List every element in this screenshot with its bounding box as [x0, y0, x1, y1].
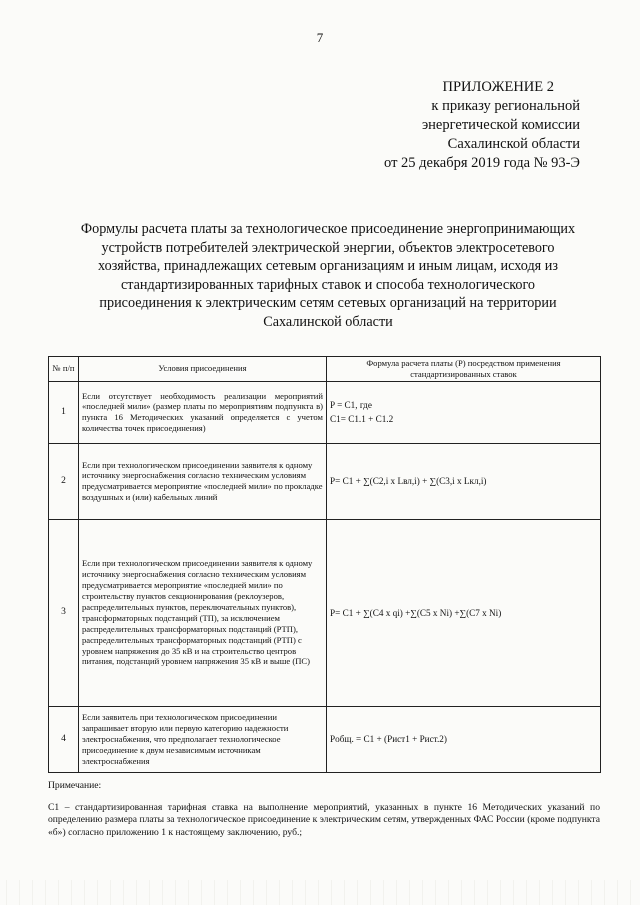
title-line: хозяйства, принадлежащих сетевым организациям и иным лицам, исходя из [98, 258, 558, 275]
formula-line: C1= C1.1 + C1.2 [330, 414, 394, 425]
title-line: устройств потребителей электрической энергии, объектов электросетевого [101, 239, 555, 256]
title-line: присоединения к электрическим сетям сетевых организаций на территории [99, 295, 557, 312]
row-num: 4 [49, 706, 79, 772]
table-row [49, 381, 601, 443]
appendix-block [320, 78, 580, 173]
notes-heading: Примечание: [48, 780, 102, 791]
table-header-row [49, 357, 601, 382]
appendix-title: ПРИЛОЖЕНИЕ 2 [442, 79, 554, 95]
appendix-date-line: от 25 декабря 2019 года № 93-Э [384, 155, 580, 171]
row-condition: Если отсутствует необходимость реализации мероприятий «последней мили» (размер платы по мероприятиям подпункта в) пункта 16 Методических указаний определяется с учетом количества точек присоединения) [79, 381, 327, 443]
row-formula [327, 519, 601, 706]
row-num: 3 [49, 519, 79, 706]
document-title [60, 220, 596, 332]
title-line: стандартизированных тарифных ставок и способа технологического [120, 276, 536, 293]
formula-line: P= C1 + ∑(C4 x qi) +∑(C5 x Ni) +∑(C7 x Ni) [330, 607, 502, 618]
table-row [49, 519, 601, 706]
title-line: Формулы расчета платы за технологическое присоединение энергопринимающих [80, 221, 576, 237]
appendix-line: к приказу региональной [431, 98, 580, 114]
row-num: 1 [49, 381, 79, 443]
row-condition: Если при технологическом присоединении заявителя к одному источнику энергоснабжения согласно техническим условиям предусматривается мероприятие «последней мили» по строительству пунктов секционирования (реклоузеров, распределительных пунктов, переключательных пунктов), трансформаторных подстанций (ТП), за исключением распределительных трансформаторных подстанций (РТП), распределительных трансформаторных подстанций (РТП) с уровнем напряжения до 35 кВ и на строительство центров питания, подстанций уровнем напряжения 35 кВ и выше (ПС) [79, 519, 327, 706]
header-condition: Условия присоединения [79, 357, 327, 382]
row-condition: Если заявитель при технологическом присоединении запрашивает вторую или первую категорию надежности электроснабжения, что предполагает технологическое присоединение к двум независимым источникам электроснабжения [79, 706, 327, 772]
row-num: 2 [49, 443, 79, 519]
page-number: 7 [316, 30, 324, 45]
notes-section [48, 780, 600, 839]
appendix-line: Сахалинской области [447, 136, 580, 152]
formula-line: P = C1, где [330, 400, 372, 411]
formula-table [48, 356, 601, 773]
formula-line: P= C1 + ∑(C2,i x Lвл,i) + ∑(C3,i x Lкл,i) [330, 476, 487, 487]
header-num: № п/п [49, 357, 79, 382]
header-formula: Формула расчета платы (P) посредством применения стандартизированных ставок [327, 357, 601, 382]
scan-noise-strip [0, 880, 640, 905]
notes-c1-definition: C1 – стандартизированная тарифная ставка на выполнение мероприятий, указанных в пункте 16 Методических указаний по определению размера платы за технологическое присоединение к электрическим сетям, утвержденных ФАС России (кроме подпункта «б») согласно приложению 1 к настоящему заключению, руб.; [48, 802, 600, 838]
row-formula [327, 381, 601, 443]
row-formula [327, 706, 601, 772]
table-row [49, 443, 601, 519]
row-condition: Если при технологическом присоединении заявителя к одному источнику энергоснабжения согласно техническим условиям предусматривается мероприятие «последней мили» по прокладке воздушных и (или) кабельных линий [79, 443, 327, 519]
table-row [49, 706, 601, 772]
formula-line: Pобщ. = C1 + (Pист1 + Pист.2) [330, 734, 447, 745]
title-line: Сахалинской области [263, 313, 393, 330]
row-formula [327, 443, 601, 519]
appendix-line: энергетической комиссии [421, 117, 580, 133]
